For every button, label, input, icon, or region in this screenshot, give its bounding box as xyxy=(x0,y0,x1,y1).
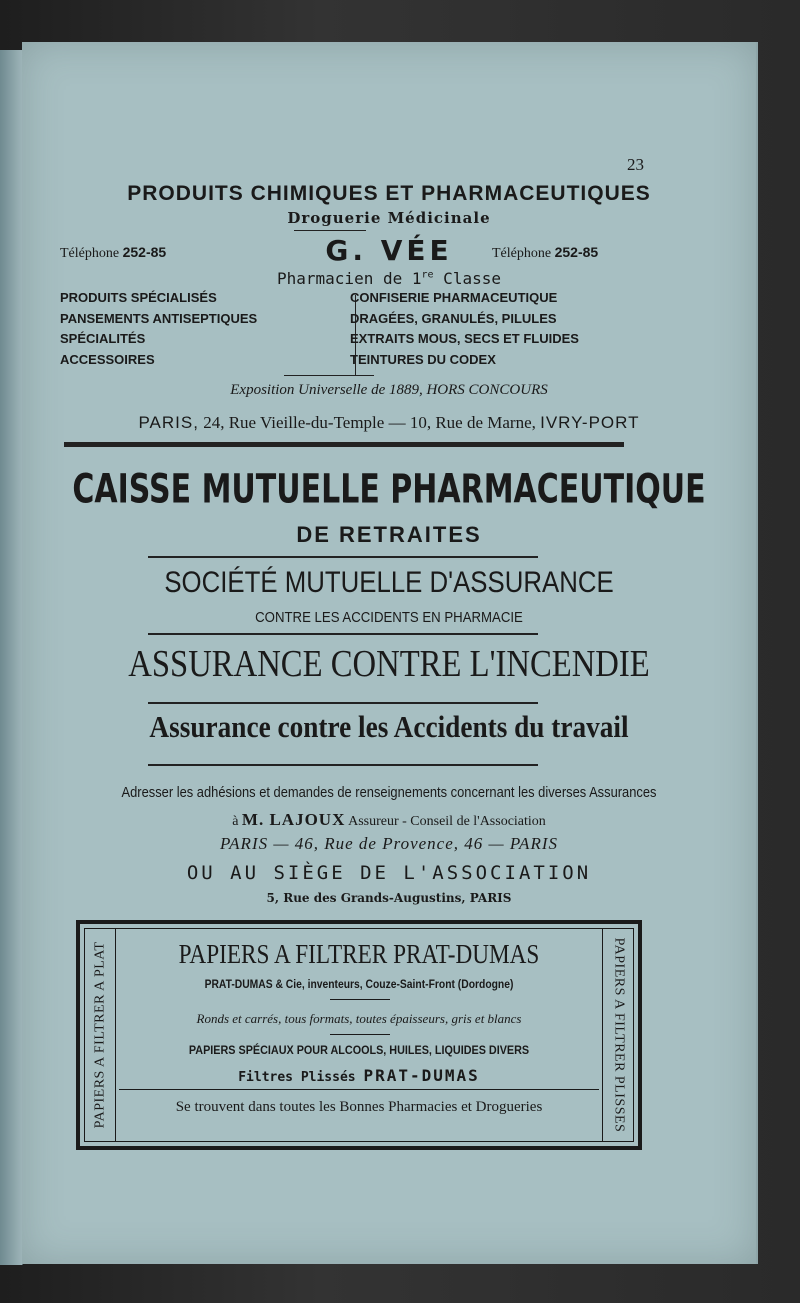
book-page xyxy=(22,42,758,1264)
prat-speciaux: PAPIERS SPÉCIAUX POUR ALCOOLS, HUILES, LIQUIDES DIVERS xyxy=(188,1043,530,1057)
pharmacien-sup: re xyxy=(421,269,434,281)
prat-rule-1 xyxy=(330,999,390,1000)
side-label-left xyxy=(85,929,116,1141)
side-label-right xyxy=(602,929,633,1141)
left-item: ACCESSOIRES xyxy=(60,351,155,367)
filtres-text: Filtres Plissés xyxy=(238,1070,364,1085)
vee-name: G. VÉE xyxy=(325,234,453,267)
prat-inventeurs: PRAT-DUMAS & Cie, inventeurs, Couze-Saint-Front (Dordogne) xyxy=(204,977,514,991)
prat-rule-2 xyxy=(330,1034,390,1035)
prat-trouvent: Se trouvent dans toutes les Bonnes Pharmacies et Drogueries xyxy=(175,1099,543,1115)
address-city-ivry: IVRY-PORT xyxy=(540,413,640,432)
accidents-heading: Assurance contre les Accidents du travail xyxy=(149,709,629,744)
vee-title: PRODUITS CHIMIQUES ET PHARMACEUTIQUES xyxy=(127,182,651,205)
vee-subtitle: Droguerie Médicinale xyxy=(287,209,491,227)
prat-title: PAPIERS A FILTRER PRAT-DUMAS xyxy=(178,939,540,969)
rule-4 xyxy=(148,764,538,766)
pharmacien-line xyxy=(22,269,756,288)
telephone-left-label: Téléphone xyxy=(60,246,120,261)
address-city-paris: PARIS, xyxy=(138,413,199,432)
right-item: DRAGÉES, GRANULÉS, PILULES xyxy=(350,310,557,326)
prat-rule-3 xyxy=(119,1089,599,1090)
societe-heading: SOCIÉTÉ MUTUELLE D'ASSURANCE xyxy=(164,566,614,599)
grands-augustins-address: 5, Rue des Grands-Augustins, PARIS xyxy=(266,891,512,905)
left-item: SPÉCIALITÉS xyxy=(60,331,146,346)
retraites-heading: DE RETRAITES xyxy=(296,522,482,547)
prat-ronds: Ronds et carrés, tous formats, toutes épaisseurs, gris et blancs xyxy=(196,1011,522,1026)
previous-page-edge xyxy=(0,50,23,1265)
lajoux-line xyxy=(22,810,756,830)
lajoux-name: M. LAJOUX xyxy=(241,810,346,829)
vee-right-column xyxy=(350,288,579,370)
right-item: EXTRAITS MOUS, SECS ET FLUIDES xyxy=(350,331,579,346)
provence-address: PARIS — 46, Rue de Provence, 46 — PARIS xyxy=(219,834,558,853)
expo-rule xyxy=(284,375,374,376)
rule-1 xyxy=(148,556,538,558)
prat-dumas-inner-frame xyxy=(84,928,634,1142)
right-item: TEINTURES DU CODEX xyxy=(350,351,496,367)
section-divider xyxy=(64,442,624,447)
telephone-right xyxy=(492,244,598,262)
pharmacien-text: Pharmacien de 1 xyxy=(277,269,422,288)
left-item: PANSEMENTS ANTISEPTIQUES xyxy=(60,310,258,326)
side-right-text: PAPIERS A FILTRER PLISSES xyxy=(611,937,626,1133)
lajoux-role: Assureur - Conseil de l'Association xyxy=(345,814,546,829)
exposition-line: Exposition Universelle de 1889, HORS CONCOURS xyxy=(230,382,548,398)
contre-heading: CONTRE LES ACCIDENTS EN PHARMACIE xyxy=(255,609,523,626)
siege-line: OU AU SIÈGE DE L'ASSOCIATION xyxy=(186,862,592,884)
adresser-line: Adresser les adhésions et demandes de renseignements concernant les diverses Assurances xyxy=(121,784,657,801)
page-number: 23 xyxy=(627,155,644,174)
prat-filtres xyxy=(119,1066,599,1085)
side-left-text: PAPIERS A FILTRER A PLAT xyxy=(92,941,107,1129)
address-streets: 24, Rue Vieille-du-Temple — 10, Rue de Marne, xyxy=(198,413,541,432)
prat-dumas-brand: PRAT-DUMAS xyxy=(363,1066,480,1085)
right-item: CONFISERIE PHARMACEUTIQUE xyxy=(350,290,558,305)
rule-2 xyxy=(148,633,538,635)
vee-left-column xyxy=(60,288,257,370)
telephone-right-number: 252-85 xyxy=(554,244,599,260)
telephone-left-number: 252-85 xyxy=(122,244,167,260)
lajoux-a: à xyxy=(232,814,242,829)
pharmacien-end: Classe xyxy=(433,269,501,288)
telephone-right-label: Téléphone xyxy=(492,246,552,261)
caisse-title: CAISSE MUTUELLE PHARMACEUTIQUE xyxy=(72,465,706,514)
left-item: PRODUITS SPÉCIALISÉS xyxy=(60,290,217,305)
prat-dumas-ad xyxy=(76,920,642,1150)
address-line xyxy=(22,413,756,433)
subtitle-rule xyxy=(294,230,366,231)
rule-3 xyxy=(148,702,538,704)
incendie-heading: ASSURANCE CONTRE L'INCENDIE xyxy=(128,643,650,685)
